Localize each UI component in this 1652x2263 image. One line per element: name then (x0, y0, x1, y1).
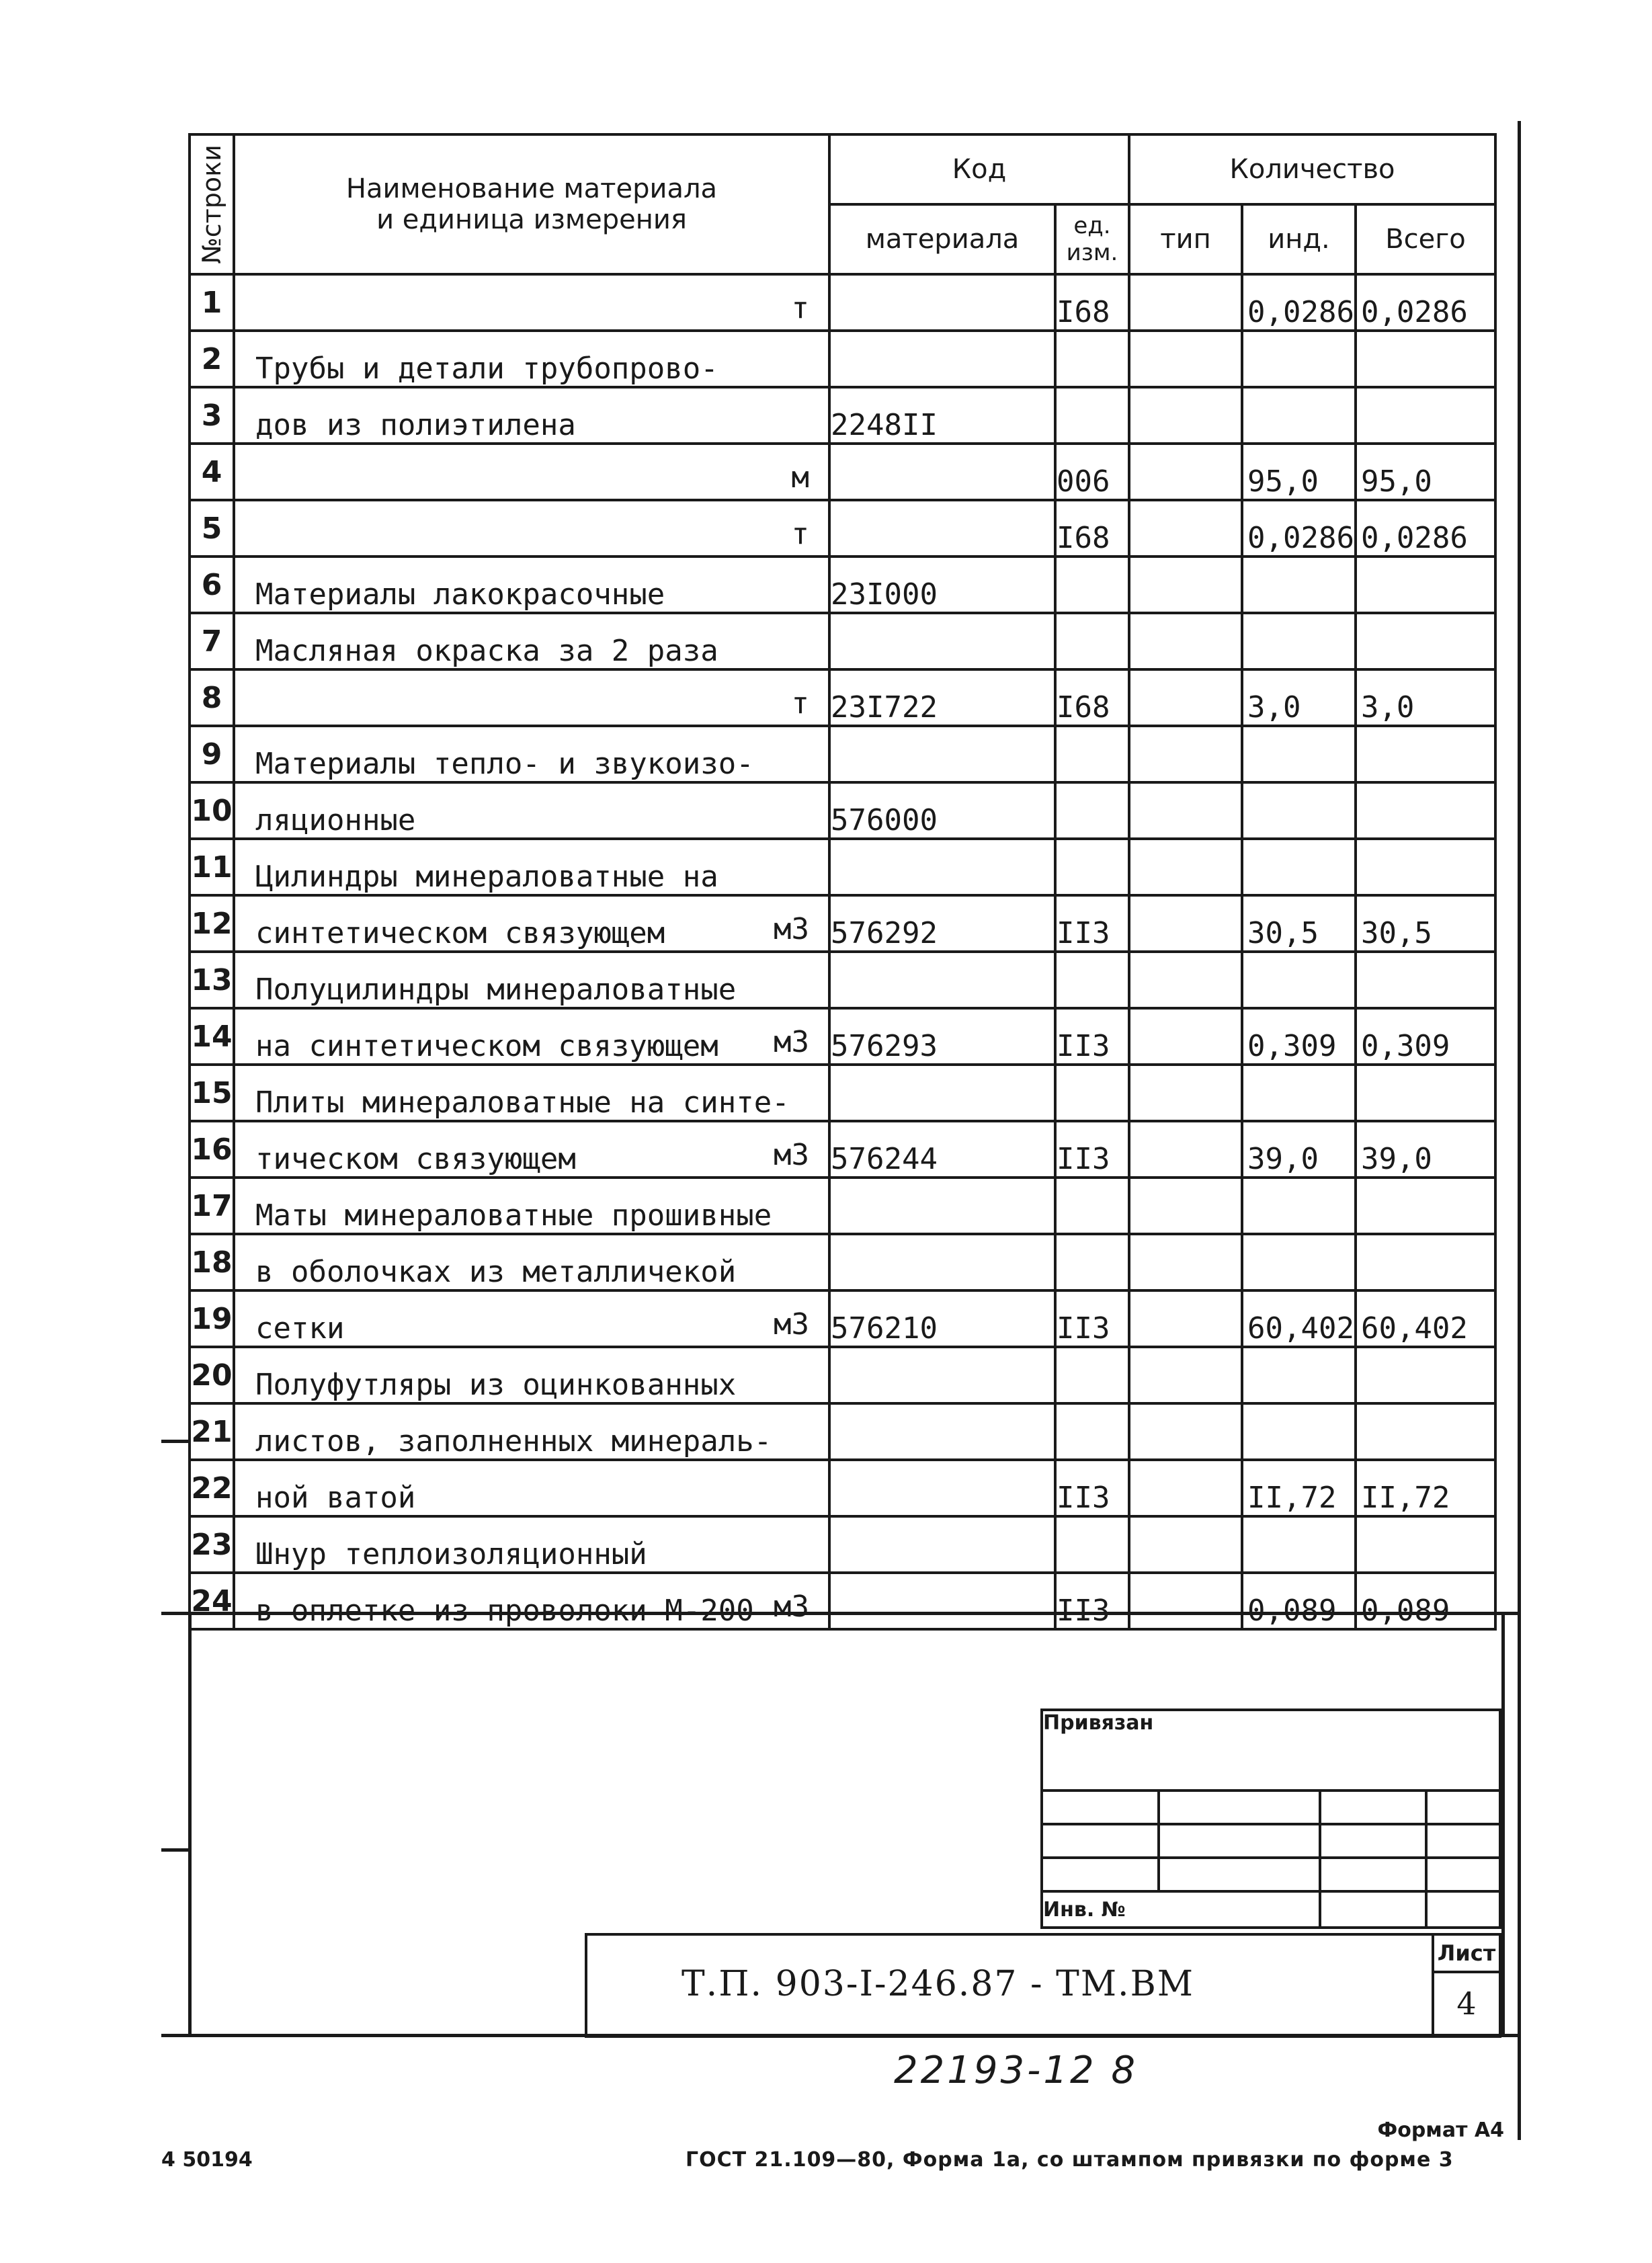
qty-type (1129, 839, 1242, 895)
material-name-header: Наименование материала и единица измерения (234, 134, 829, 274)
row-number: 8 (190, 669, 234, 726)
unit-code (1055, 1403, 1129, 1460)
qty-type (1129, 1290, 1242, 1347)
row-number: 12 (190, 895, 234, 952)
qty-ind (1242, 782, 1356, 839)
material-code (829, 1347, 1055, 1403)
material-name: Полуфутляры из оцинкованных (255, 1368, 737, 1402)
qty-total (1356, 1403, 1495, 1460)
inv-label-cell (1042, 1891, 1320, 1928)
material-name-cell (234, 613, 829, 669)
row-number: 15 (190, 1065, 234, 1121)
qty-type (1129, 1008, 1242, 1065)
table-row (190, 1065, 1495, 1121)
material-name: сетки (255, 1311, 345, 1346)
qty-ind: 95,0 (1242, 444, 1356, 500)
unit-of-measure: м (791, 460, 809, 495)
material-name-cell (234, 274, 829, 331)
table-row (190, 1347, 1495, 1403)
qty-total (1356, 1347, 1495, 1403)
unit-of-measure: м3 (774, 912, 809, 946)
material-code (829, 500, 1055, 557)
material-name-cell (234, 1347, 829, 1403)
material-code (829, 613, 1055, 669)
material-name: Маты минераловатные прошивные (255, 1198, 772, 1233)
qty-type (1129, 387, 1242, 444)
qty-total: 0,089 (1356, 1573, 1495, 1629)
unit-of-measure: м3 (774, 1025, 809, 1059)
quantity-group-header: Количество (1129, 134, 1495, 204)
material-name-cell (234, 1460, 829, 1516)
qty-type (1129, 557, 1242, 613)
footer-left-code: 4 50194 (161, 2148, 253, 2172)
code-unit-header: ед. изм. (1055, 204, 1129, 274)
unit-code (1055, 1178, 1129, 1234)
qty-ind: 0,0286 (1242, 500, 1356, 557)
material-name: Материалы тепло- и звукоизо- (255, 747, 754, 781)
qty-total: 0,309 (1356, 1008, 1495, 1065)
qty-ind (1242, 1347, 1356, 1403)
material-code: 23I000 (829, 557, 1055, 613)
unit-code: II3 (1055, 1573, 1129, 1629)
document-code: Т.П. 903-I-246.87 - ТМ.ВМ (682, 1964, 1195, 2004)
material-code (829, 274, 1055, 331)
material-code (829, 444, 1055, 500)
qty-ind: II,72 (1242, 1460, 1356, 1516)
material-code (829, 952, 1055, 1008)
qty-total (1356, 782, 1495, 839)
qty-total (1356, 613, 1495, 669)
table-row (190, 557, 1495, 613)
qty-total (1356, 1178, 1495, 1234)
unit-of-measure: т (791, 686, 809, 721)
table-row (190, 1403, 1495, 1460)
qty-ind: 60,402 (1242, 1290, 1356, 1347)
qty-total: 0,0286 (1356, 274, 1495, 331)
code-group-header: Код (829, 134, 1129, 204)
qty-total (1356, 1065, 1495, 1121)
table-row (190, 274, 1495, 331)
material-name-cell (234, 1573, 829, 1629)
qty-total (1356, 1516, 1495, 1573)
qty-type (1129, 669, 1242, 726)
unit-code (1055, 1065, 1129, 1121)
qty-ind: 0,089 (1242, 1573, 1356, 1629)
unit-code (1055, 952, 1129, 1008)
qty-type (1129, 444, 1242, 500)
unit-code (1055, 557, 1129, 613)
material-code (829, 726, 1055, 782)
qty-type (1129, 1347, 1242, 1403)
qty-type (1129, 1516, 1242, 1573)
material-code (829, 1516, 1055, 1573)
table-row (190, 895, 1495, 952)
qty-ind (1242, 331, 1356, 387)
material-code (829, 1460, 1055, 1516)
unit-of-measure: м3 (774, 1590, 809, 1624)
row-number: 24 (190, 1573, 234, 1629)
qty-type (1129, 895, 1242, 952)
material-name-cell (234, 1121, 829, 1178)
qty-type (1129, 274, 1242, 331)
material-name: в оплетке из проволоки М-200 (255, 1594, 754, 1628)
qty-type-header: тип (1129, 204, 1242, 274)
row-number: 18 (190, 1234, 234, 1290)
unit-code: I68 (1055, 500, 1129, 557)
material-code (829, 331, 1055, 387)
materials-table (188, 133, 1497, 1631)
table-row (190, 1460, 1495, 1516)
material-code: 576292 (829, 895, 1055, 952)
material-name: Трубы и детали трубопрово- (255, 352, 718, 386)
row-number: 2 (190, 331, 234, 387)
qty-type (1129, 1234, 1242, 1290)
format-label: Формат А4 (1377, 2118, 1504, 2142)
material-name-cell (234, 387, 829, 444)
qty-total: 3,0 (1356, 669, 1495, 726)
unit-code (1055, 331, 1129, 387)
material-name: Масляная окраска за 2 раза (255, 634, 718, 668)
material-name-cell (234, 1516, 829, 1573)
qty-ind (1242, 1065, 1356, 1121)
table-row (190, 1516, 1495, 1573)
material-name: ляционные (255, 803, 416, 837)
material-name-cell (234, 331, 829, 387)
qty-total (1356, 331, 1495, 387)
material-code: 23I722 (829, 669, 1055, 726)
unit-code (1055, 839, 1129, 895)
unit-of-measure: м3 (774, 1138, 809, 1172)
material-name-cell (234, 444, 829, 500)
margin-tick-2 (161, 1848, 191, 1852)
qty-total: 39,0 (1356, 1121, 1495, 1178)
row-number: 7 (190, 613, 234, 669)
material-code: 576244 (829, 1121, 1055, 1178)
row-number: 4 (190, 444, 234, 500)
table-row (190, 839, 1495, 895)
qty-total (1356, 726, 1495, 782)
qty-total: 60,402 (1356, 1290, 1495, 1347)
qty-total (1356, 557, 1495, 613)
qty-ind (1242, 839, 1356, 895)
qty-total: 30,5 (1356, 895, 1495, 952)
material-name: Цилиндры минераловатные на (255, 860, 718, 894)
material-name-cell (234, 1178, 829, 1234)
table-row (190, 782, 1495, 839)
qty-total: II,72 (1356, 1460, 1495, 1516)
material-name-cell (234, 669, 829, 726)
unit-code: II3 (1055, 1121, 1129, 1178)
frame-right-border (1518, 121, 1521, 2140)
material-code (829, 1573, 1055, 1629)
unit-of-measure: т (791, 517, 809, 551)
material-code (829, 1403, 1055, 1460)
qty-type (1129, 500, 1242, 557)
material-name: в оболочках из металличекой (255, 1255, 737, 1289)
material-name: Шнур теплоизоляционный (255, 1537, 647, 1571)
row-number-header: №строки (190, 134, 234, 274)
unit-code: I68 (1055, 274, 1129, 331)
qty-total-header: Всего (1356, 204, 1495, 274)
material-name-cell (234, 1403, 829, 1460)
qty-ind (1242, 726, 1356, 782)
bound-label: Привязан (1043, 1711, 1154, 1735)
material-name-cell (234, 1290, 829, 1347)
row-number: 20 (190, 1347, 234, 1403)
material-name: ной ватой (255, 1481, 416, 1515)
unit-code (1055, 613, 1129, 669)
sheet-box (1432, 1933, 1501, 2038)
row-number: 9 (190, 726, 234, 782)
table-row (190, 1008, 1495, 1065)
material-code: 576293 (829, 1008, 1055, 1065)
table-row (190, 1121, 1495, 1178)
material-name-cell (234, 895, 829, 952)
unit-code (1055, 1516, 1129, 1573)
material-name: тическом связующем (255, 1142, 576, 1176)
material-code (829, 839, 1055, 895)
qty-ind (1242, 1234, 1356, 1290)
table-row (190, 669, 1495, 726)
qty-ind (1242, 952, 1356, 1008)
code-material-header: материала (829, 204, 1055, 274)
qty-type (1129, 782, 1242, 839)
qty-type (1129, 1573, 1242, 1629)
material-name: синтетическом связующем (255, 916, 665, 950)
material-code: 576000 (829, 782, 1055, 839)
unit-code: 006 (1055, 444, 1129, 500)
table-row (190, 1178, 1495, 1234)
row-number: 21 (190, 1403, 234, 1460)
unit-code (1055, 1234, 1129, 1290)
table-row (190, 952, 1495, 1008)
qty-type (1129, 1460, 1242, 1516)
unit-code (1055, 726, 1129, 782)
unit-code: II3 (1055, 1290, 1129, 1347)
qty-type (1129, 613, 1242, 669)
unit-code: II3 (1055, 1460, 1129, 1516)
material-name-cell (234, 782, 829, 839)
material-code: 2248II (829, 387, 1055, 444)
qty-total: 95,0 (1356, 444, 1495, 500)
qty-ind: 0,0286 (1242, 274, 1356, 331)
material-name-cell (234, 500, 829, 557)
table-row (190, 444, 1495, 500)
material-name: Материалы лакокрасочные (255, 577, 665, 612)
unit-code (1055, 387, 1129, 444)
qty-type (1129, 1065, 1242, 1121)
sheet-label: Лист (1434, 1936, 1499, 1973)
table-row (190, 1234, 1495, 1290)
frame-left-border (188, 1613, 192, 2035)
row-number: 6 (190, 557, 234, 613)
material-name: листов, заполненных минераль- (255, 1424, 772, 1458)
unit-code (1055, 782, 1129, 839)
document-title-box (585, 1933, 1432, 2038)
material-code (829, 1065, 1055, 1121)
row-number: 19 (190, 1290, 234, 1347)
table-row (190, 726, 1495, 782)
material-name: дов из полиэтилена (255, 408, 576, 442)
bound-label-cell (1042, 1710, 1500, 1791)
qty-total (1356, 839, 1495, 895)
qty-ind: 0,309 (1242, 1008, 1356, 1065)
qty-type (1129, 952, 1242, 1008)
qty-total (1356, 387, 1495, 444)
row-number: 14 (190, 1008, 234, 1065)
row-number: 16 (190, 1121, 234, 1178)
qty-type (1129, 726, 1242, 782)
table-row (190, 1290, 1495, 1347)
table-row (190, 1573, 1495, 1629)
qty-type (1129, 1178, 1242, 1234)
row-number: 11 (190, 839, 234, 895)
material-name: на синтетическом связующем (255, 1029, 718, 1063)
unit-code: II3 (1055, 895, 1129, 952)
row-number: 10 (190, 782, 234, 839)
material-name-cell (234, 952, 829, 1008)
unit-code: II3 (1055, 1008, 1129, 1065)
qty-ind-header: инд. (1242, 204, 1356, 274)
unit-of-measure: т (791, 291, 809, 325)
material-name-cell (234, 1065, 829, 1121)
qty-total: 0,0286 (1356, 500, 1495, 557)
qty-ind: 39,0 (1242, 1121, 1356, 1178)
material-name-cell (234, 726, 829, 782)
row-number: 23 (190, 1516, 234, 1573)
inv-label: Инв. № (1043, 1897, 1126, 1922)
row-number: 3 (190, 387, 234, 444)
material-name-cell (234, 557, 829, 613)
material-name-cell (234, 1234, 829, 1290)
qty-total (1356, 1234, 1495, 1290)
qty-ind (1242, 1516, 1356, 1573)
binding-stamp (1040, 1709, 1501, 1929)
qty-ind: 30,5 (1242, 895, 1356, 952)
unit-of-measure: м3 (774, 1307, 809, 1342)
row-number: 17 (190, 1178, 234, 1234)
material-name: Плиты минераловатные на синте- (255, 1085, 790, 1120)
qty-type (1129, 1121, 1242, 1178)
footer-gost-note: ГОСТ 21.109—80, Форма 1а, со штампом привязки по форме 3 (686, 2148, 1454, 2172)
unit-code (1055, 1347, 1129, 1403)
material-name-cell (234, 1008, 829, 1065)
material-code: 576210 (829, 1290, 1055, 1347)
qty-type (1129, 331, 1242, 387)
qty-ind (1242, 1403, 1356, 1460)
row-number: 1 (190, 274, 234, 331)
qty-ind: 3,0 (1242, 669, 1356, 726)
row-number: 22 (190, 1460, 234, 1516)
qty-ind (1242, 613, 1356, 669)
qty-ind (1242, 387, 1356, 444)
row-number: 5 (190, 500, 234, 557)
table-row (190, 331, 1495, 387)
handwritten-number: 22193-12 8 (894, 2049, 1139, 2092)
table-row (190, 387, 1495, 444)
row-number: 13 (190, 952, 234, 1008)
qty-type (1129, 1403, 1242, 1460)
table-row (190, 500, 1495, 557)
margin-tick-1 (161, 1440, 191, 1443)
qty-ind (1242, 1178, 1356, 1234)
sheet-number: 4 (1456, 1985, 1477, 2022)
table-row (190, 613, 1495, 669)
material-name-cell (234, 839, 829, 895)
frame-right-bottom (1501, 1613, 1505, 2036)
qty-ind (1242, 557, 1356, 613)
material-code (829, 1234, 1055, 1290)
material-code (829, 1178, 1055, 1234)
unit-code: I68 (1055, 669, 1129, 726)
material-name: Полуцилиндры минераловатные (255, 973, 737, 1007)
qty-total (1356, 952, 1495, 1008)
